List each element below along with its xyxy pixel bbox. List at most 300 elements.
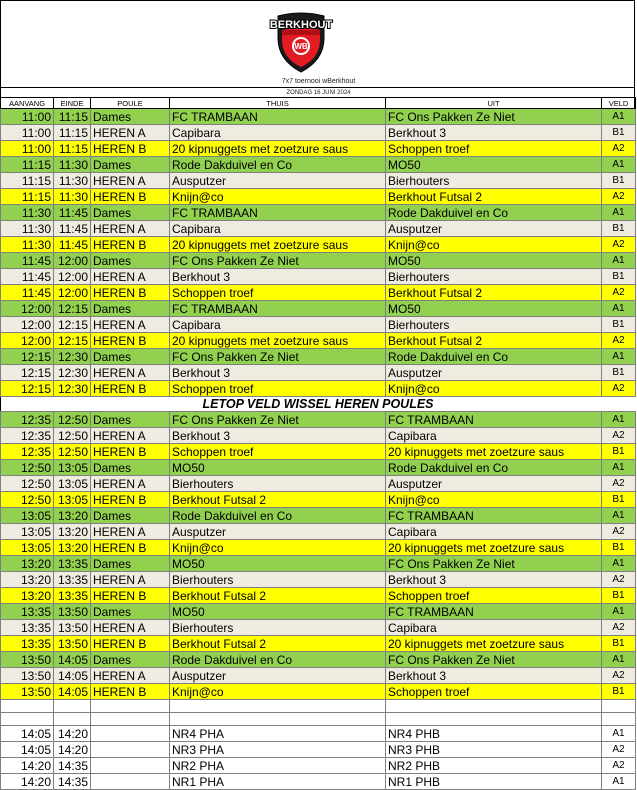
field: B1 [602, 173, 636, 189]
col-header-start: AANVANG [1, 98, 54, 109]
start-time: 14:05 [1, 742, 54, 758]
end-time: 12:30 [54, 349, 91, 365]
away-team: Ausputzer [386, 365, 602, 381]
home-team: NR1 PHA [170, 774, 386, 790]
empty-cell [602, 700, 636, 713]
start-time: 12:00 [1, 333, 54, 349]
start-time: 12:15 [1, 365, 54, 381]
away-team: Capibara [386, 524, 602, 540]
start-time: 13:35 [1, 636, 54, 652]
field: A1 [602, 508, 636, 524]
end-time: 13:35 [54, 556, 91, 572]
end-time: 12:00 [54, 285, 91, 301]
poule: HEREN B [91, 444, 170, 460]
away-team: MO50 [386, 301, 602, 317]
end-time: 11:15 [54, 141, 91, 157]
field: A2 [602, 524, 636, 540]
start-time: 13:20 [1, 556, 54, 572]
poule: HEREN A [91, 572, 170, 588]
match-row [1, 333, 636, 349]
match-row [1, 774, 636, 790]
field: A1 [602, 349, 636, 365]
start-time: 13:20 [1, 572, 54, 588]
field: B1 [602, 221, 636, 237]
start-time: 11:15 [1, 157, 54, 173]
match-row [1, 253, 636, 269]
start-time: 11:30 [1, 237, 54, 253]
poule: HEREN B [91, 684, 170, 700]
away-team: MO50 [386, 253, 602, 269]
poule [91, 742, 170, 758]
end-time: 14:35 [54, 774, 91, 790]
end-time: 13:20 [54, 540, 91, 556]
poule: Dames [91, 157, 170, 173]
poule: HEREN B [91, 540, 170, 556]
start-time: 11:30 [1, 205, 54, 221]
field: A2 [602, 476, 636, 492]
start-time: 13:05 [1, 524, 54, 540]
end-time: 13:05 [54, 460, 91, 476]
poule [91, 758, 170, 774]
end-time: 11:45 [54, 221, 91, 237]
home-team: 20 kipnuggets met zoetzure saus [170, 237, 386, 253]
empty-cell [386, 713, 602, 726]
away-team: FC TRAMBAAN [386, 604, 602, 620]
poule: HEREN B [91, 141, 170, 157]
end-time: 13:50 [54, 604, 91, 620]
empty-cell [170, 700, 386, 713]
empty-cell [54, 713, 91, 726]
poule: Dames [91, 205, 170, 221]
end-time: 14:35 [54, 758, 91, 774]
field: A2 [602, 237, 636, 253]
home-team: FC Ons Pakken Ze Niet [170, 253, 386, 269]
match-row [1, 726, 636, 742]
start-time: 13:50 [1, 652, 54, 668]
match-row [1, 444, 636, 460]
end-time: 12:00 [54, 269, 91, 285]
field: A1 [602, 412, 636, 428]
start-time: 13:05 [1, 508, 54, 524]
field: A1 [602, 157, 636, 173]
tournament-date: ZONDAG 16 JUNI 2024 [286, 90, 351, 96]
field: A1 [602, 460, 636, 476]
field: A2 [602, 758, 636, 774]
start-time: 13:50 [1, 668, 54, 684]
poule: HEREN B [91, 636, 170, 652]
match-row [1, 109, 636, 125]
field: B1 [602, 492, 636, 508]
match-row [1, 588, 636, 604]
end-time: 13:35 [54, 572, 91, 588]
match-row [1, 620, 636, 636]
home-team: Capibara [170, 125, 386, 141]
home-team: Ausputzer [170, 668, 386, 684]
match-row [1, 221, 636, 237]
match-row [1, 301, 636, 317]
home-team: Capibara [170, 317, 386, 333]
field: A1 [602, 774, 636, 790]
match-row [1, 668, 636, 684]
poule: HEREN B [91, 588, 170, 604]
field: A2 [602, 333, 636, 349]
start-time: 12:35 [1, 428, 54, 444]
logo-badge: WB [294, 42, 308, 51]
schedule-table [0, 97, 636, 790]
field: A1 [602, 109, 636, 125]
home-team: MO50 [170, 556, 386, 572]
poule: Dames [91, 253, 170, 269]
home-team: Capibara [170, 221, 386, 237]
away-team: Rode Dakduivel en Co [386, 205, 602, 221]
home-team: FC TRAMBAAN [170, 205, 386, 221]
end-time: 14:05 [54, 652, 91, 668]
start-time: 14:20 [1, 758, 54, 774]
field: B1 [602, 365, 636, 381]
away-team: 20 kipnuggets met zoetzure saus [386, 444, 602, 460]
away-team: Berkhout Futsal 2 [386, 189, 602, 205]
field: A2 [602, 428, 636, 444]
empty-cell [54, 700, 91, 713]
match-row [1, 460, 636, 476]
away-team: NR2 PHB [386, 758, 602, 774]
field: B1 [602, 636, 636, 652]
away-team: Berkhout Futsal 2 [386, 333, 602, 349]
field: B1 [602, 444, 636, 460]
away-team: Knijn@co [386, 381, 602, 397]
away-team: Bierhouters [386, 317, 602, 333]
match-row [1, 205, 636, 221]
field: B1 [602, 317, 636, 333]
col-header-home: THUIS [170, 98, 386, 109]
start-time: 13:35 [1, 620, 54, 636]
end-time: 12:15 [54, 333, 91, 349]
home-team: Berkhout Futsal 2 [170, 588, 386, 604]
field-change-notice-row [1, 397, 636, 412]
poule: HEREN A [91, 428, 170, 444]
field: B1 [602, 684, 636, 700]
home-team: Bierhouters [170, 476, 386, 492]
end-time: 14:20 [54, 742, 91, 758]
field: B1 [602, 540, 636, 556]
end-time: 11:30 [54, 173, 91, 189]
poule: HEREN A [91, 476, 170, 492]
end-time: 13:05 [54, 476, 91, 492]
start-time: 13:35 [1, 604, 54, 620]
start-time: 13:20 [1, 588, 54, 604]
col-header-end: EINDE [54, 98, 91, 109]
start-time: 11:00 [1, 141, 54, 157]
start-time: 11:00 [1, 109, 54, 125]
empty-cell [386, 700, 602, 713]
away-team: Rode Dakduivel en Co [386, 460, 602, 476]
home-team: MO50 [170, 460, 386, 476]
start-time: 11:15 [1, 189, 54, 205]
empty-cell [602, 713, 636, 726]
start-time: 11:15 [1, 173, 54, 189]
home-team: Ausputzer [170, 173, 386, 189]
divider [0, 87, 635, 88]
poule: Dames [91, 412, 170, 428]
match-row [1, 428, 636, 444]
home-team: NR3 PHA [170, 742, 386, 758]
home-team: Knijn@co [170, 684, 386, 700]
match-row [1, 365, 636, 381]
away-team: NR3 PHB [386, 742, 602, 758]
empty-cell [1, 713, 54, 726]
home-team: NR2 PHA [170, 758, 386, 774]
home-team: Berkhout 3 [170, 365, 386, 381]
away-team: FC TRAMBAAN [386, 508, 602, 524]
empty-cell [91, 700, 170, 713]
away-team: FC Ons Pakken Ze Niet [386, 109, 602, 125]
poule: Dames [91, 460, 170, 476]
poule: Dames [91, 109, 170, 125]
empty-cell [170, 713, 386, 726]
match-row [1, 349, 636, 365]
away-team: Berkhout Futsal 2 [386, 285, 602, 301]
end-time: 11:45 [54, 205, 91, 221]
match-row [1, 492, 636, 508]
match-row [1, 758, 636, 774]
poule: HEREN B [91, 381, 170, 397]
home-team: Berkhout Futsal 2 [170, 492, 386, 508]
away-team: Rode Dakduivel en Co [386, 349, 602, 365]
poule: HEREN A [91, 524, 170, 540]
poule: Dames [91, 301, 170, 317]
poule: HEREN B [91, 492, 170, 508]
end-time: 13:50 [54, 636, 91, 652]
end-time: 14:05 [54, 684, 91, 700]
match-row [1, 556, 636, 572]
field: A1 [602, 205, 636, 221]
match-row [1, 476, 636, 492]
match-row [1, 508, 636, 524]
poule: Dames [91, 556, 170, 572]
poule: HEREN B [91, 237, 170, 253]
away-team: Schoppen troef [386, 684, 602, 700]
match-row [1, 125, 636, 141]
home-team: Knijn@co [170, 540, 386, 556]
field: B1 [602, 269, 636, 285]
end-time: 12:00 [54, 253, 91, 269]
end-time: 12:30 [54, 381, 91, 397]
poule: HEREN A [91, 668, 170, 684]
home-team: Bierhouters [170, 572, 386, 588]
field: A2 [602, 572, 636, 588]
away-team: NR1 PHB [386, 774, 602, 790]
match-row [1, 381, 636, 397]
start-time: 11:00 [1, 125, 54, 141]
match-row [1, 652, 636, 668]
home-team: FC Ons Pakken Ze Niet [170, 349, 386, 365]
poule: HEREN B [91, 333, 170, 349]
end-time: 13:20 [54, 524, 91, 540]
start-time: 11:30 [1, 221, 54, 237]
match-row [1, 237, 636, 253]
away-team: FC Ons Pakken Ze Niet [386, 556, 602, 572]
col-header-field: VELD [602, 98, 636, 109]
match-row [1, 524, 636, 540]
start-time: 12:00 [1, 301, 54, 317]
logo-wordmark: BERKHOUT [269, 19, 333, 31]
poule: HEREN A [91, 365, 170, 381]
home-team: FC TRAMBAAN [170, 301, 386, 317]
away-team: 20 kipnuggets met zoetzure saus [386, 636, 602, 652]
start-time: 11:45 [1, 285, 54, 301]
poule: HEREN B [91, 285, 170, 301]
match-row [1, 572, 636, 588]
home-team: Schoppen troef [170, 444, 386, 460]
spacer-row [1, 713, 636, 726]
away-team: Capibara [386, 620, 602, 636]
field: B1 [602, 125, 636, 141]
home-team: MO50 [170, 604, 386, 620]
start-time: 12:15 [1, 349, 54, 365]
end-time: 12:15 [54, 317, 91, 333]
match-row [1, 684, 636, 700]
berkhout-logo [266, 8, 336, 74]
field: A2 [602, 381, 636, 397]
home-team: 20 kipnuggets met zoetzure saus [170, 141, 386, 157]
home-team: Schoppen troef [170, 285, 386, 301]
start-time: 12:35 [1, 444, 54, 460]
home-team: Berkhout 3 [170, 428, 386, 444]
end-time: 12:50 [54, 412, 91, 428]
field: A2 [602, 668, 636, 684]
start-time: 11:45 [1, 269, 54, 285]
home-team: Bierhouters [170, 620, 386, 636]
away-team: Schoppen troef [386, 141, 602, 157]
poule [91, 774, 170, 790]
away-team: Schoppen troef [386, 588, 602, 604]
poule: HEREN A [91, 269, 170, 285]
start-time: 12:50 [1, 492, 54, 508]
end-time: 11:30 [54, 157, 91, 173]
away-team: Berkhout 3 [386, 125, 602, 141]
tournament-subtitle: 7x7 toernooi wBerkhout [281, 78, 356, 85]
col-header-poule: POULE [91, 98, 170, 109]
poule: Dames [91, 604, 170, 620]
away-team: NR4 PHB [386, 726, 602, 742]
home-team: FC Ons Pakken Ze Niet [170, 412, 386, 428]
away-team: Berkhout 3 [386, 572, 602, 588]
empty-cell [91, 713, 170, 726]
match-row [1, 742, 636, 758]
poule: HEREN A [91, 317, 170, 333]
match-row [1, 269, 636, 285]
home-team: 20 kipnuggets met zoetzure saus [170, 333, 386, 349]
end-time: 13:50 [54, 620, 91, 636]
away-team: Bierhouters [386, 269, 602, 285]
empty-cell [1, 700, 54, 713]
header-row [1, 98, 636, 109]
spacer-row [1, 700, 636, 713]
poule: Dames [91, 349, 170, 365]
end-time: 13:35 [54, 588, 91, 604]
match-row [1, 540, 636, 556]
away-team: Knijn@co [386, 237, 602, 253]
poule: Dames [91, 508, 170, 524]
home-team: Ausputzer [170, 524, 386, 540]
end-time: 13:20 [54, 508, 91, 524]
away-team: Berkhout 3 [386, 668, 602, 684]
field: A1 [602, 604, 636, 620]
start-time: 12:50 [1, 476, 54, 492]
field: A1 [602, 652, 636, 668]
match-row [1, 173, 636, 189]
end-time: 12:50 [54, 444, 91, 460]
home-team: NR4 PHA [170, 726, 386, 742]
field: A2 [602, 620, 636, 636]
end-time: 12:50 [54, 428, 91, 444]
end-time: 14:05 [54, 668, 91, 684]
start-time: 14:20 [1, 774, 54, 790]
match-row [1, 412, 636, 428]
match-row [1, 317, 636, 333]
field: A2 [602, 742, 636, 758]
away-team: FC TRAMBAAN [386, 412, 602, 428]
away-team: Ausputzer [386, 476, 602, 492]
end-time: 12:15 [54, 301, 91, 317]
end-time: 13:05 [54, 492, 91, 508]
poule [91, 726, 170, 742]
home-team: Schoppen troef [170, 381, 386, 397]
field-change-notice: LETOP VELD WISSEL HEREN POULES [1, 397, 636, 412]
field: A2 [602, 189, 636, 205]
away-team: Knijn@co [386, 492, 602, 508]
match-row [1, 604, 636, 620]
field: A2 [602, 141, 636, 157]
end-time: 11:30 [54, 189, 91, 205]
end-time: 14:20 [54, 726, 91, 742]
start-time: 12:50 [1, 460, 54, 476]
poule: HEREN A [91, 125, 170, 141]
away-team: FC Ons Pakken Ze Niet [386, 652, 602, 668]
start-time: 12:35 [1, 412, 54, 428]
away-team: Capibara [386, 428, 602, 444]
home-team: Knijn@co [170, 189, 386, 205]
match-row [1, 157, 636, 173]
start-time: 13:05 [1, 540, 54, 556]
schedule-body [1, 98, 636, 790]
end-time: 11:15 [54, 125, 91, 141]
field: B1 [602, 588, 636, 604]
col-header-away: UIT [386, 98, 602, 109]
field: A2 [602, 285, 636, 301]
start-time: 12:00 [1, 317, 54, 333]
away-team: Ausputzer [386, 221, 602, 237]
poule: HEREN B [91, 189, 170, 205]
poule: HEREN A [91, 173, 170, 189]
match-row [1, 285, 636, 301]
field: A1 [602, 556, 636, 572]
poule: HEREN A [91, 221, 170, 237]
home-team: Rode Dakduivel en Co [170, 157, 386, 173]
match-row [1, 141, 636, 157]
home-team: FC TRAMBAAN [170, 109, 386, 125]
start-time: 13:50 [1, 684, 54, 700]
field: A1 [602, 253, 636, 269]
start-time: 12:15 [1, 381, 54, 397]
home-team: Rode Dakduivel en Co [170, 508, 386, 524]
poule: Dames [91, 652, 170, 668]
start-time: 14:05 [1, 726, 54, 742]
match-row [1, 636, 636, 652]
home-team: Berkhout 3 [170, 269, 386, 285]
away-team: 20 kipnuggets met zoetzure saus [386, 540, 602, 556]
end-time: 11:15 [54, 109, 91, 125]
